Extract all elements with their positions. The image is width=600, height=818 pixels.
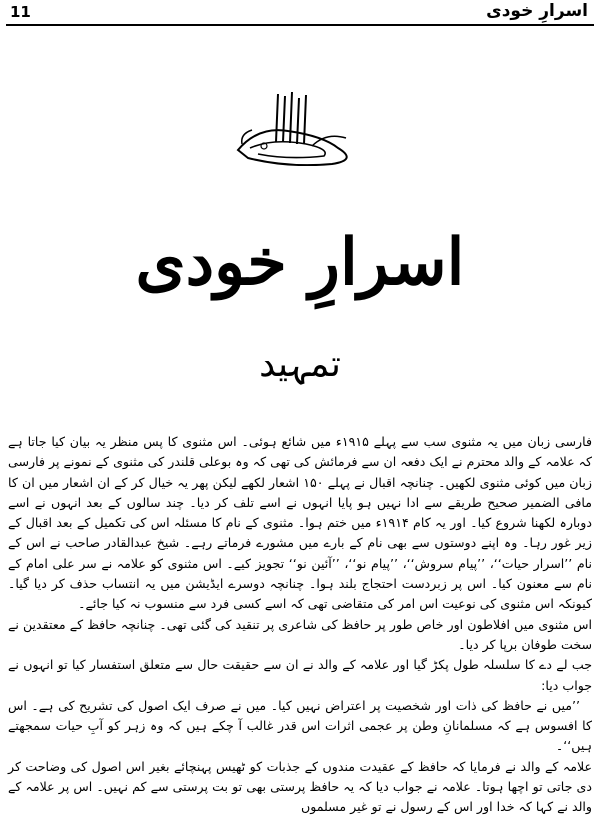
paragraph: علامہ کے والد نے فرمایا کہ حافظ کے عقیدت مندوں کے جذبات کو ٹھیس پہنچائے بغیر اس اصول کی وضاحت کر دی جاتی تو اچھا ہوتا۔ علامہ نے جواب دیا کہ یہ حافظ پرستی بھی تو بت پرستی سے کم نہیں۔ اس پر علامہ کے والد نے کہا کہ خدا اور اس کے رسول نے تو غیر مسلموں — [8, 758, 592, 815]
running-title: اسرارِ خودی — [486, 1, 588, 21]
section-subtitle: تمہید — [259, 344, 341, 385]
page-header — [0, 0, 600, 26]
book-title: اسرارِ خودی — [135, 225, 465, 300]
bismillah-calligraphy — [228, 86, 373, 166]
page-number: 11 — [10, 3, 31, 21]
body-text — [8, 432, 592, 818]
paragraph: فارسی زبان میں یہ مثنوی سب سے پہلے ۱۹۱۵ء میں شائع ہوئی۔ اس مثنوی کا پس منظر یہ بیان کیا جاتا ہے کہ علامہ کے والد محترم نے ایک دفعہ ان سے فرمائش کی تھی کہ وہ بوعلی قلندر کی مثنوی کے نمونے پر فارسی زبان میں کوئی مثنوی لکھیں۔ چنانچہ اقبال نے پہلے ۱۵۰ اشعار لکھے لیکن پھر یہ خیال کر کے ان اشعار میں ان کا مافی الضمیر صحیح طریقے سے ادا نہیں ہو پایا انہوں نے اسے تلف کر دیا۔ چند سالوں کے بعد انہوں نے اسے دوبارہ لکھنا شروع کیا۔ اور یہ کام ۱۹۱۴ء میں ختم ہوا۔ مثنوی کے نام کا مسئلہ اس کی تکمیل کے بعد اقبال کے زیر غور رہا۔ وہ اپنے دوستوں سے بھی نام کے بارے میں مشورے فرماتے رہے۔ شیخ عبدالقادر صاحب نے اس کے نام ’’اسرار حیات‘‘، ’’پیام سروش‘‘، ’’پیام نو‘‘، ’’آئین نو‘‘ تجویز کیے۔ اس مثنوی کو علامہ نے سر علی امام کے نام سے معنون کیا۔ اس پر زبردست احتجاج بلند ہوا۔ چنانچہ دوسرے ایڈیشن میں یہ انتساب حذف کر دیا گیا۔ کیونکہ اس مثنوی کی نوعیت اس امر کی متقاضی تھی کہ اسے کسی فرد سے منسوب نہ کیا جائے۔ — [8, 434, 592, 612]
quote-paragraph: ’’میں نے حافظ کی ذات اور شخصیت پر اعتراض نہیں کیا۔ میں نے صرف ایک اصول کی تشریح کی ہے۔ اس کا افسوس ہے کہ مسلمانانِ وطن پر عجمی اثرات اس قدر غالب آ چکے ہیں کہ وہ زہر کو آبِ حیات سمجھتے ہیں‘‘۔ — [8, 697, 592, 754]
paragraph: جب لے دے کا سلسلہ طول پکڑ گیا اور علامہ کے والد نے ان سے حقیقت حال سے متعلق استفسار کیا تو انہوں نے جواب دیا: — [8, 657, 592, 693]
header-rule — [6, 24, 594, 26]
paragraph: اس مثنوی میں افلاطون اور خاص طور پر حافظ کی شاعری پر تنقید کی گئی تھی۔ چنانچہ حافظ کے معتقدین نے سخت طوفان برپا کر دیا۔ — [8, 616, 592, 652]
